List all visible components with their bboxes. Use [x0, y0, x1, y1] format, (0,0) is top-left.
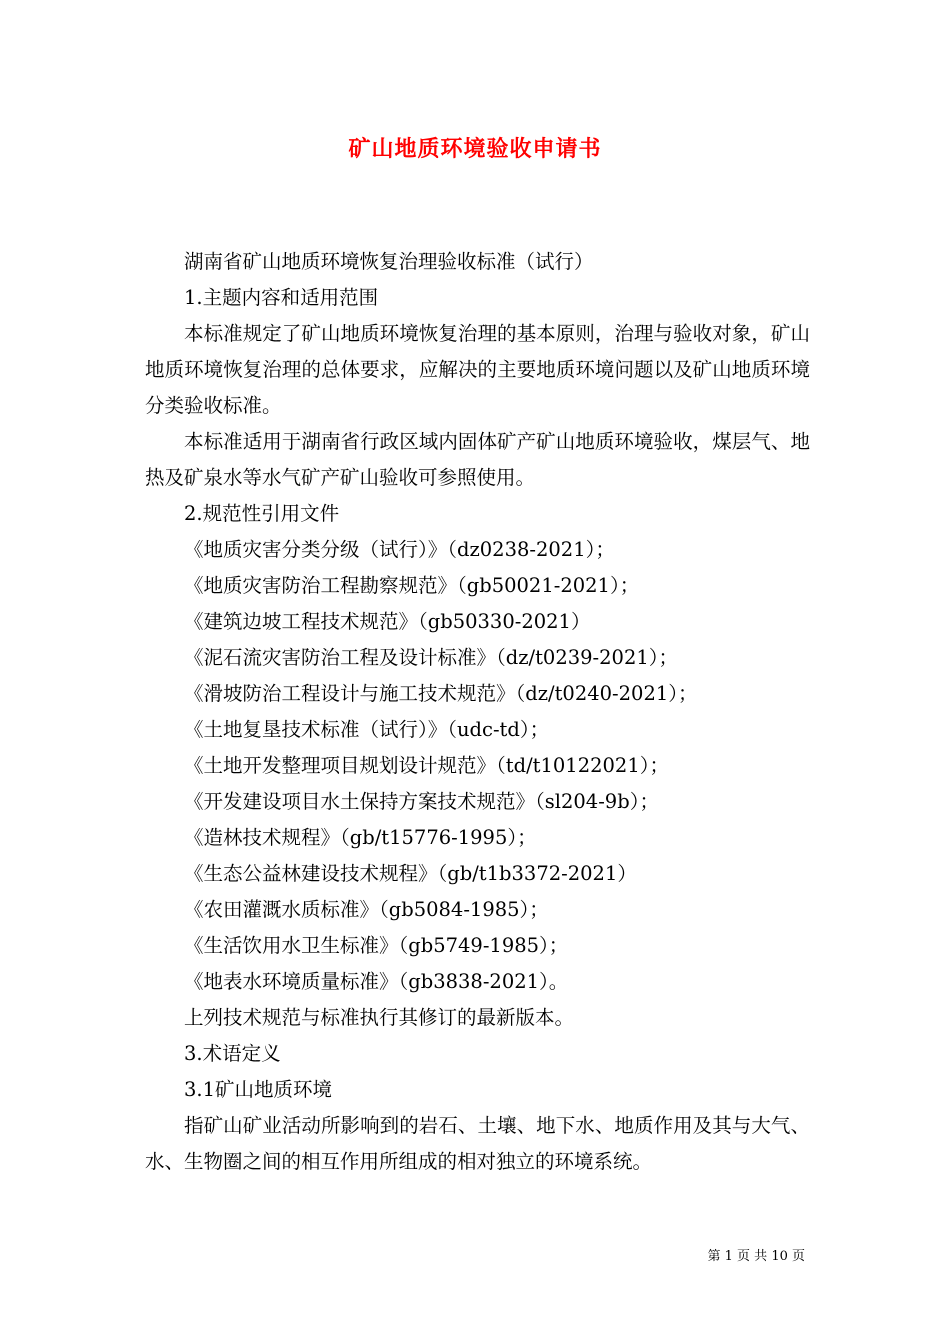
- reference-item: 《生态公益林建设技术规程》（gb/t1b3372-2021）: [184, 862, 637, 885]
- reference-item: 《建筑边坡工程技术规范》（gb50330-2021）: [184, 610, 591, 633]
- heading-section-2: 2.规范性引用文件: [184, 502, 340, 525]
- reference-item: 《土地复垦技术标准（试行）》（udc-td）；: [184, 718, 550, 741]
- reference-item: 《地表水环境质量标准》（gb3838-2021）。: [184, 970, 569, 993]
- reference-item: 《农田灌溉水质标准》（gb5084-1985）；: [184, 898, 549, 921]
- reference-item: 《土地开发整理项目规划设计规范》（td/t10122021）；: [184, 754, 669, 777]
- heading-section-3: 3.术语定义: [184, 1042, 281, 1065]
- heading-section-1: 1.主题内容和适用范围: [184, 286, 379, 309]
- reference-item: 《滑坡防治工程设计与施工技术规范》（dz/t0240-2021）；: [184, 682, 698, 705]
- reference-item: 《地质灾害分类分级（试行）》（dz0238-2021）；: [184, 538, 615, 561]
- document-title: 矿山地质环境验收申请书: [348, 136, 602, 162]
- reference-item: 《生活饮用水卫生标准》（gb5749-1985）；: [184, 934, 569, 957]
- paragraph-scope-1: 本标准规定了矿山地质环境恢复治理的基本原则，治理与验收对象，矿山地质环境恢复治理的总体要求，应解决的主要地质环境问题以及矿山地质环境分类验收标准。: [145, 322, 810, 417]
- reference-item: 《地质灾害防治工程勘察规范》（gb50021-2021）；: [184, 574, 640, 597]
- page-number: 第 1 页 共 10 页: [707, 1249, 805, 1264]
- document-body: [145, 244, 810, 1180]
- reference-item: 《开发建设项目水土保持方案技术规范》（sl204-9b）；: [184, 790, 659, 813]
- paragraph-revision-note: 上列技术规范与标准执行其修订的最新版本。: [184, 1006, 575, 1029]
- paragraph-standard-name: 湖南省矿山地质环境恢复治理验收标准（试行）: [184, 250, 594, 273]
- reference-item: 《泥石流灾害防治工程及设计标准》（dz/t0239-2021）；: [184, 646, 679, 669]
- paragraph-scope-2: 本标准适用于湖南省行政区域内固体矿产矿山地质环境验收，煤层气、地热及矿泉水等水气矿产矿山验收可参照使用。: [145, 430, 810, 489]
- reference-item: 《造林技术规程》（gb/t15776-1995）；: [184, 826, 537, 849]
- paragraph-definition: 指矿山矿业活动所影响到的岩石、土壤、地下水、地质作用及其与大气、水、生物圈之间的相互作用所组成的相对独立的环境系统。: [145, 1114, 810, 1173]
- heading-section-3-1: 3.1矿山地质环境: [184, 1078, 333, 1101]
